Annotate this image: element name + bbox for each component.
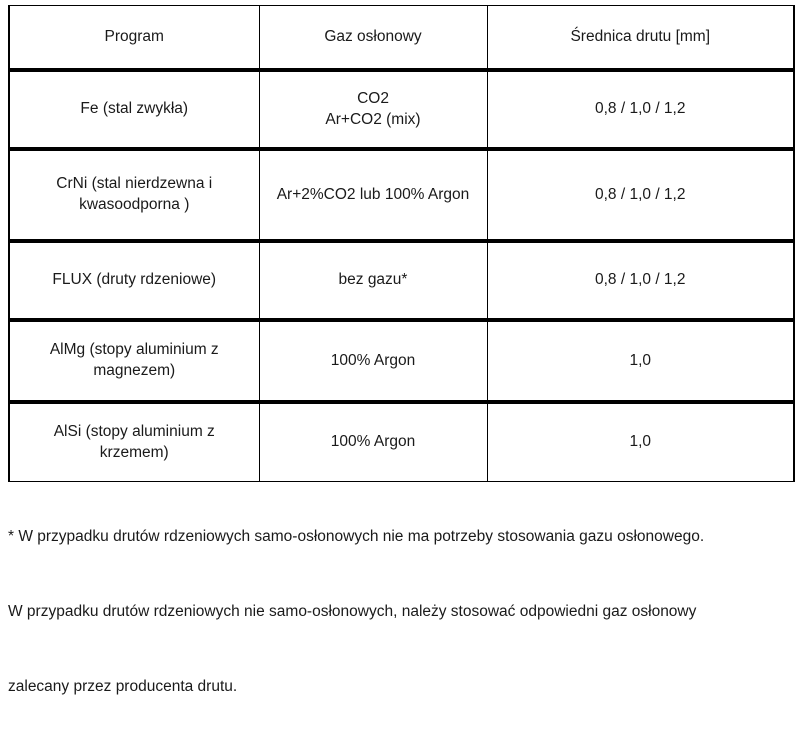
cell-program <box>9 149 259 241</box>
cell-line: magnezem) <box>93 362 176 379</box>
column-header-diameter: Średnica drutu [mm] <box>487 6 794 71</box>
table-row <box>9 241 794 320</box>
cell-diameter <box>487 241 794 320</box>
cell-program <box>9 320 259 402</box>
cell-program <box>9 241 259 320</box>
cell-line: AlMg (stopy aluminium z <box>49 341 219 359</box>
cell-line: 100% Argon <box>330 433 416 451</box>
table-header-row <box>9 6 794 71</box>
cell-line: 0,8 / 1,0 / 1,2 <box>595 271 686 289</box>
table-row <box>9 320 794 402</box>
cell-line: kwasoodporna ) <box>79 196 190 213</box>
cell-line: FLUX (druty rdzeniowe) <box>52 271 217 289</box>
cell-line: bez gazu* <box>338 271 408 289</box>
table-footnote <box>8 474 798 749</box>
cell-diameter <box>487 320 794 402</box>
cell-gas <box>259 241 487 320</box>
table-row <box>9 70 794 149</box>
cell-gas <box>259 402 487 482</box>
cell-line: 1,0 <box>629 433 652 451</box>
cell-gas <box>259 320 487 402</box>
cell-diameter <box>487 70 794 149</box>
column-header-gas: Gaz osłonowy <box>259 6 487 71</box>
cell-line: CO2 <box>357 89 389 107</box>
cell-line: Ar+2%CO2 lub 100% Argon <box>276 185 470 203</box>
cell-line: CrNi (stal nierdzewna i <box>56 175 213 193</box>
column-header-program: Program <box>9 6 259 71</box>
table-body <box>9 6 794 482</box>
cell-line: krzemem) <box>99 443 169 461</box>
cell-gas <box>259 70 487 149</box>
cell-line: 1,0 <box>629 351 652 369</box>
footnote-line: zalecany przez producenta drutu. <box>8 678 238 695</box>
footnote-line: W przypadku drutów rdzeniowych nie samo-osłonowych, należy stosować odpowiedni gaz osłonowy <box>8 603 697 620</box>
cell-line: 0,8 / 1,0 / 1,2 <box>595 185 686 203</box>
cell-line: 0,8 / 1,0 / 1,2 <box>595 100 686 118</box>
footnote-line: * W przypadku drutów rdzeniowych samo-osłonowych nie ma potrzeby stosowania gazu osłonowego. <box>8 528 705 545</box>
cell-gas <box>259 149 487 241</box>
cell-diameter <box>487 149 794 241</box>
table-row <box>9 402 794 482</box>
cell-line: Fe (stal zwykła) <box>80 100 189 118</box>
cell-program <box>9 402 259 482</box>
cell-line: Ar+CO2 (mix) <box>325 110 421 128</box>
cell-diameter <box>487 402 794 482</box>
cell-program <box>9 70 259 149</box>
welding-program-table <box>8 5 795 482</box>
cell-line: AlSi (stopy aluminium z <box>53 422 215 440</box>
table-row <box>9 149 794 241</box>
cell-line: 100% Argon <box>330 351 416 369</box>
